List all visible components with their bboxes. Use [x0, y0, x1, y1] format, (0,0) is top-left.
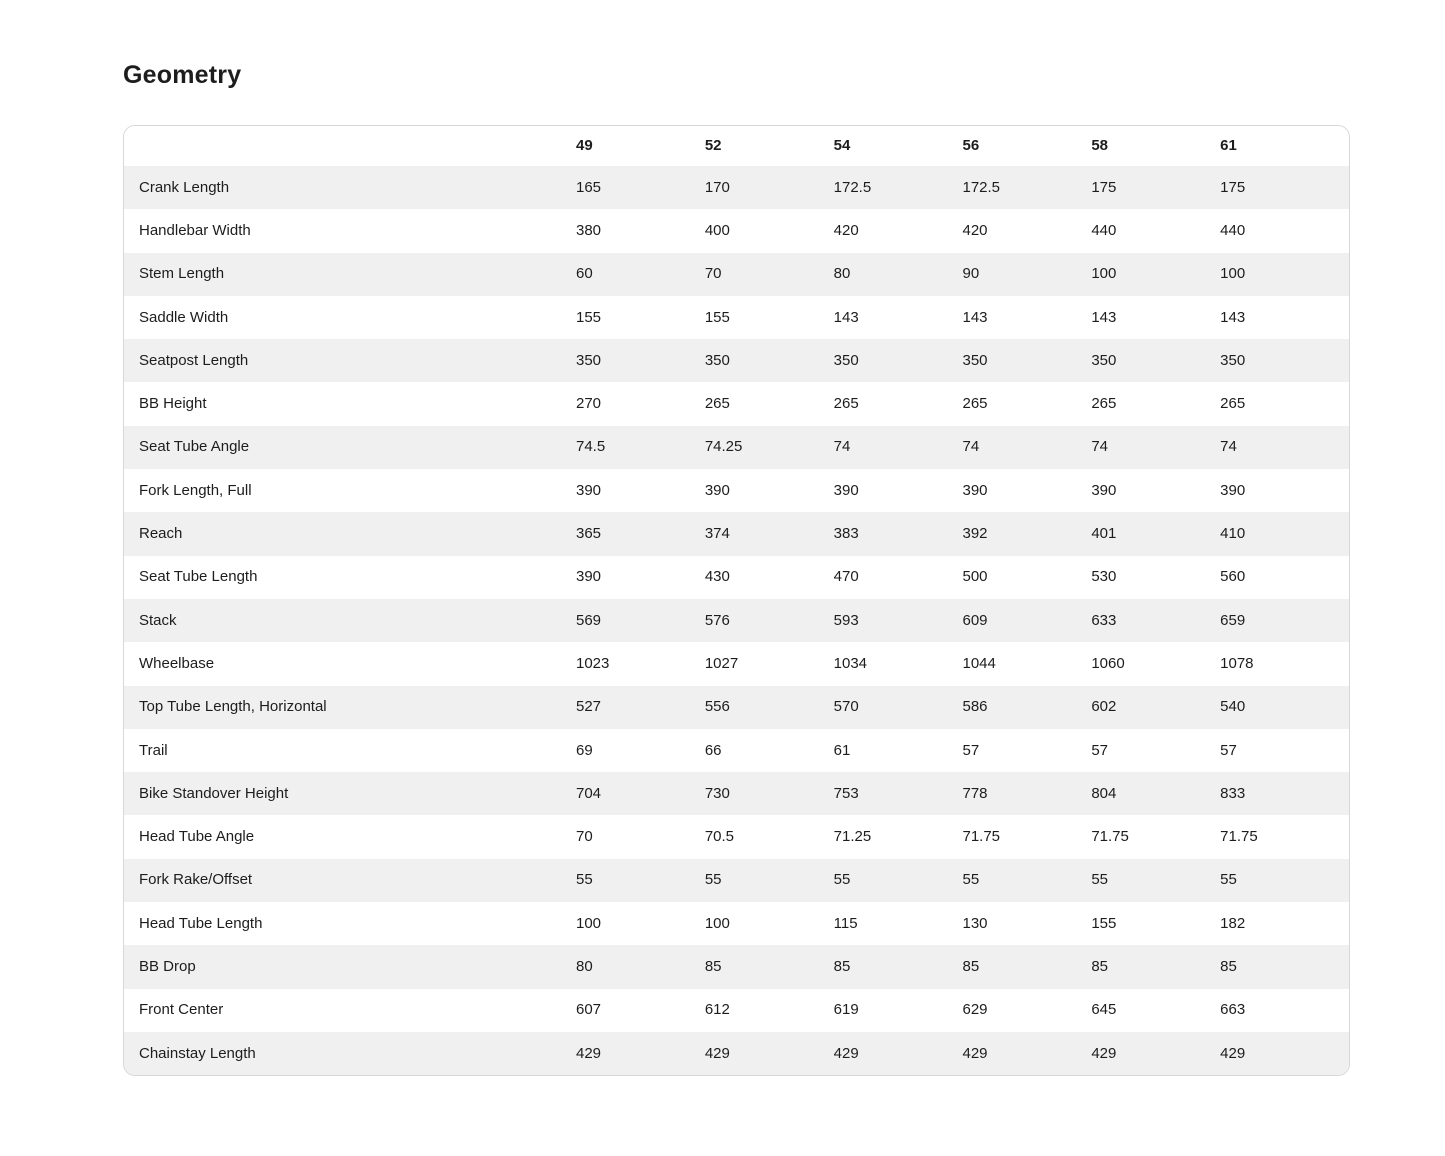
value-cell: 374 [704, 525, 730, 543]
value-cell: 60 [576, 265, 593, 283]
value-cell: 85 [833, 957, 851, 975]
row-label: Stack [139, 611, 177, 629]
table-row [124, 382, 1349, 425]
table-row [124, 945, 1349, 988]
value-cell: 527 [576, 698, 602, 716]
value-cell: 74 [1091, 438, 1108, 456]
value-cell: 70.5 [704, 828, 735, 846]
value-cell: 440 [1220, 221, 1246, 239]
value-cell: 429 [1091, 1044, 1117, 1062]
table-body [124, 166, 1349, 1075]
table-row [124, 166, 1349, 209]
value-cell: 61 [833, 741, 851, 759]
value-cell: 350 [576, 351, 602, 369]
table-row [124, 1032, 1349, 1075]
value-cell: 172.5 [962, 178, 1001, 196]
value-cell: 430 [704, 568, 730, 586]
column-header-size-49: 49 [576, 137, 593, 154]
geometry-table [123, 125, 1350, 1076]
value-cell: 155 [1091, 914, 1117, 932]
row-label: BB Drop [139, 957, 196, 975]
value-cell: 175 [1220, 178, 1246, 196]
value-cell: 100 [704, 914, 730, 932]
value-cell: 350 [1091, 351, 1117, 369]
value-cell: 57 [962, 741, 980, 759]
value-cell: 659 [1220, 611, 1246, 629]
row-label: Seat Tube Length [139, 568, 258, 586]
value-cell: 593 [833, 611, 859, 629]
value-cell: 85 [962, 957, 980, 975]
value-cell: 704 [576, 784, 602, 802]
row-label: Fork Length, Full [139, 481, 252, 499]
row-label: Top Tube Length, Horizontal [139, 698, 327, 716]
value-cell: 90 [962, 265, 980, 283]
value-cell: 350 [1220, 351, 1246, 369]
row-label: Wheelbase [139, 654, 215, 672]
row-label: Saddle Width [139, 308, 229, 326]
value-cell: 1034 [833, 654, 868, 672]
value-cell: 645 [1091, 1001, 1117, 1019]
table-row [124, 599, 1349, 642]
value-cell: 71.75 [1091, 828, 1129, 846]
value-cell: 172.5 [833, 178, 872, 196]
table-row [124, 339, 1349, 382]
value-cell: 100 [1091, 265, 1117, 283]
table-row [124, 642, 1349, 685]
value-cell: 429 [962, 1044, 988, 1062]
row-label: Handlebar Width [139, 221, 251, 239]
value-cell: 380 [576, 221, 602, 239]
table-row [124, 815, 1349, 858]
table-row [124, 989, 1349, 1032]
value-cell: 390 [833, 481, 859, 499]
value-cell: 74.5 [576, 438, 606, 456]
value-cell: 265 [962, 395, 988, 413]
value-cell: 1078 [1220, 654, 1254, 672]
value-cell: 70 [704, 265, 722, 283]
value-cell: 530 [1091, 568, 1117, 586]
value-cell: 429 [833, 1044, 859, 1062]
value-cell: 540 [1220, 698, 1246, 716]
value-cell: 778 [962, 784, 988, 802]
value-cell: 401 [1091, 525, 1117, 543]
column-header-size-58: 58 [1091, 137, 1108, 154]
value-cell: 265 [1091, 395, 1117, 413]
value-cell: 350 [962, 351, 988, 369]
value-cell: 576 [704, 611, 730, 629]
table-row [124, 686, 1349, 729]
value-cell: 66 [704, 741, 722, 759]
value-cell: 1060 [1091, 654, 1125, 672]
value-cell: 586 [962, 698, 988, 716]
value-cell: 833 [1220, 784, 1246, 802]
value-cell: 85 [1091, 957, 1108, 975]
value-cell: 390 [576, 481, 602, 499]
value-cell: 170 [704, 178, 730, 196]
value-cell: 569 [576, 611, 602, 629]
value-cell: 633 [1091, 611, 1117, 629]
value-cell: 55 [962, 871, 980, 889]
table-row [124, 512, 1349, 555]
column-header-size-56: 56 [962, 137, 980, 154]
value-cell: 440 [1091, 221, 1117, 239]
value-cell: 71.75 [1220, 828, 1258, 846]
value-cell: 143 [833, 308, 859, 326]
value-cell: 57 [1091, 741, 1108, 759]
table-row [124, 469, 1349, 512]
value-cell: 804 [1091, 784, 1117, 802]
value-cell: 390 [576, 568, 602, 586]
value-cell: 420 [833, 221, 859, 239]
table-row [124, 772, 1349, 815]
table-header-row [124, 126, 1349, 166]
value-cell: 265 [833, 395, 859, 413]
row-label: Seat Tube Angle [139, 438, 250, 456]
value-cell: 175 [1091, 178, 1117, 196]
value-cell: 612 [704, 1001, 730, 1019]
value-cell: 429 [1220, 1044, 1246, 1062]
row-label: Bike Standover Height [139, 784, 289, 802]
table-row [124, 296, 1349, 339]
table-row [124, 902, 1349, 945]
value-cell: 69 [576, 741, 593, 759]
value-cell: 100 [576, 914, 602, 932]
column-header-size-61: 61 [1220, 137, 1237, 154]
value-cell: 85 [1220, 957, 1237, 975]
value-cell: 57 [1220, 741, 1237, 759]
table-row [124, 426, 1349, 469]
value-cell: 1023 [576, 654, 610, 672]
value-cell: 80 [833, 265, 851, 283]
value-cell: 55 [1220, 871, 1237, 889]
value-cell: 392 [962, 525, 988, 543]
value-cell: 70 [576, 828, 593, 846]
page-title: Geometry [123, 61, 242, 89]
value-cell: 390 [962, 481, 988, 499]
value-cell: 429 [576, 1044, 602, 1062]
value-cell: 71.25 [833, 828, 872, 846]
column-header-size-52: 52 [704, 137, 722, 154]
value-cell: 165 [576, 178, 602, 196]
value-cell: 115 [833, 914, 858, 932]
value-cell: 390 [1091, 481, 1117, 499]
value-cell: 80 [576, 957, 593, 975]
value-cell: 663 [1220, 1001, 1246, 1019]
value-cell: 55 [576, 871, 593, 889]
value-cell: 74 [962, 438, 980, 456]
value-cell: 1044 [962, 654, 996, 672]
value-cell: 143 [1220, 308, 1246, 326]
table-row [124, 729, 1349, 772]
value-cell: 350 [833, 351, 859, 369]
value-cell: 560 [1220, 568, 1246, 586]
row-label: Head Tube Length [139, 914, 263, 932]
table-row [124, 859, 1349, 902]
value-cell: 74 [833, 438, 851, 456]
value-cell: 270 [576, 395, 602, 413]
row-label: Fork Rake/Offset [139, 871, 253, 889]
value-cell: 71.75 [962, 828, 1001, 846]
table-row [124, 209, 1349, 252]
value-cell: 500 [962, 568, 988, 586]
value-cell: 55 [1091, 871, 1108, 889]
value-cell: 265 [704, 395, 730, 413]
value-cell: 556 [704, 698, 730, 716]
value-cell: 55 [833, 871, 851, 889]
row-label: Head Tube Angle [139, 828, 255, 846]
row-label: Reach [139, 525, 183, 543]
value-cell: 155 [704, 308, 730, 326]
value-cell: 429 [704, 1044, 730, 1062]
value-cell: 400 [704, 221, 730, 239]
value-cell: 350 [704, 351, 730, 369]
column-header-size-54: 54 [833, 137, 851, 154]
value-cell: 602 [1091, 698, 1117, 716]
value-cell: 55 [704, 871, 722, 889]
table-row [124, 253, 1349, 296]
value-cell: 607 [576, 1001, 602, 1019]
value-cell: 629 [962, 1001, 988, 1019]
value-cell: 74.25 [704, 438, 743, 456]
value-cell: 570 [833, 698, 859, 716]
value-cell: 1027 [704, 654, 739, 672]
value-cell: 410 [1220, 525, 1246, 543]
value-cell: 143 [962, 308, 988, 326]
value-cell: 420 [962, 221, 988, 239]
row-label: Seatpost Length [139, 351, 249, 369]
value-cell: 74 [1220, 438, 1237, 456]
value-cell: 753 [833, 784, 859, 802]
value-cell: 390 [1220, 481, 1246, 499]
value-cell: 619 [833, 1001, 859, 1019]
table-row [124, 556, 1349, 599]
value-cell: 100 [1220, 265, 1246, 283]
value-cell: 730 [704, 784, 730, 802]
value-cell: 265 [1220, 395, 1246, 413]
value-cell: 155 [576, 308, 602, 326]
value-cell: 390 [704, 481, 730, 499]
value-cell: 383 [833, 525, 859, 543]
value-cell: 182 [1220, 914, 1246, 932]
value-cell: 609 [962, 611, 988, 629]
row-label: Stem Length [139, 265, 225, 283]
row-label: Crank Length [139, 178, 230, 196]
row-label: Chainstay Length [139, 1044, 256, 1062]
row-label: BB Height [139, 395, 207, 413]
value-cell: 130 [962, 914, 988, 932]
value-cell: 365 [576, 525, 602, 543]
value-cell: 85 [704, 957, 722, 975]
row-label: Front Center [139, 1001, 224, 1019]
value-cell: 143 [1091, 308, 1117, 326]
value-cell: 470 [833, 568, 859, 586]
row-label: Trail [139, 741, 168, 759]
